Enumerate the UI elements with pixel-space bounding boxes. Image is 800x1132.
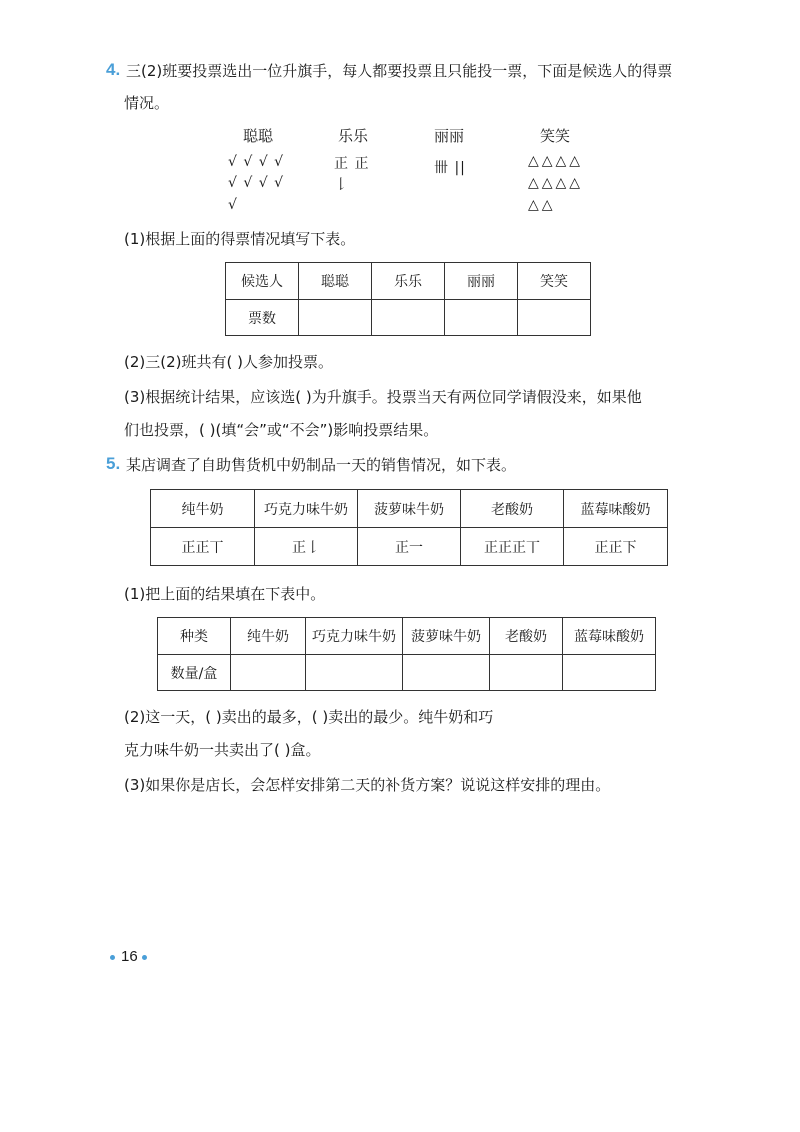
tally-zheng-row1: 正 正 — [334, 156, 370, 172]
question-4-sub1: (1)根据上面的得票情况填写下表。 — [124, 230, 356, 248]
vote-count-table — [225, 262, 591, 336]
answer-cell[interactable] — [490, 655, 563, 691]
quantity-table-row-label: 数量/盒 — [158, 655, 231, 691]
answer-cell[interactable] — [445, 300, 518, 336]
answer-cell[interactable] — [372, 300, 445, 336]
candidate-name-1: 聪聪 — [243, 127, 274, 145]
candidate-name-4: 笑笑 — [540, 127, 571, 145]
quantity-table-header: 菠萝味牛奶 — [403, 618, 490, 655]
answer-cell[interactable] — [299, 300, 372, 336]
tally-zheng-row2: 𠄌 — [334, 177, 349, 193]
tally-table-cell: 正一 — [358, 528, 461, 566]
tally-table-header: 纯牛奶 — [151, 490, 255, 528]
question-5-sub2-line1: (2)这一天，( )卖出的最多，( )卖出的最少。纯牛奶和巧 — [124, 708, 494, 726]
tally-table-header: 菠萝味牛奶 — [358, 490, 461, 528]
table-header-cell: 笑笑 — [518, 263, 591, 300]
page-number-right-dot — [142, 955, 147, 960]
question-5-sub3: (3)如果你是店长，会怎样安排第二天的补货方案？说说这样安排的理由。 — [124, 776, 611, 794]
tally-triangles-row2: △△△△ — [528, 175, 584, 191]
tally-table-cell: 正𠄌 — [255, 528, 358, 566]
table-header-cell: 聪聪 — [299, 263, 372, 300]
question-4-text-line1: 三(2)班要投票选出一位升旗手，每人都要投票且只能投一票，下面是候选人的得票 — [126, 62, 673, 80]
tally-table-cell: 正正正丅 — [461, 528, 564, 566]
page-number: 16 — [121, 948, 138, 965]
quantity-table-header: 种类 — [158, 618, 231, 655]
question-4-number: 4. — [106, 60, 121, 79]
answer-cell[interactable] — [403, 655, 490, 691]
tally-table-header: 老酸奶 — [461, 490, 564, 528]
quantity-table-header: 老酸奶 — [490, 618, 563, 655]
table-row-label: 票数 — [226, 300, 299, 336]
question-5-number: 5. — [106, 454, 121, 473]
tally-table-cell: 正正下 — [564, 528, 668, 566]
question-4-sub3-line2: 们也投票，( )(填“会”或“不会”)影响投票结果。 — [124, 421, 439, 439]
table-header-cell: 丽丽 — [445, 263, 518, 300]
quantity-table-header: 巧克力味牛奶 — [306, 618, 403, 655]
question-5-text: 某店调查了自助售货机中奶制品一天的销售情况，如下表。 — [126, 456, 517, 474]
answer-cell[interactable] — [563, 655, 656, 691]
table-header-cell: 候选人 — [226, 263, 299, 300]
question-5-sub1: (1)把上面的结果填在下表中。 — [124, 585, 326, 603]
tally-table-cell: 正正丅 — [151, 528, 255, 566]
tally-table-header: 巧克力味牛奶 — [255, 490, 358, 528]
quantity-table-header: 蓝莓味酸奶 — [563, 618, 656, 655]
answer-cell[interactable] — [306, 655, 403, 691]
tally-table — [150, 489, 668, 566]
question-4-sub2: (2)三(2)班共有( )人参加投票。 — [124, 353, 333, 371]
question-4-sub3-line1: (3)根据统计结果，应该选( )为升旗手。投票当天有两位同学请假没来，如果他 — [124, 388, 642, 406]
answer-cell[interactable] — [518, 300, 591, 336]
question-5-sub2-line2: 克力味牛奶一共卖出了( )盒。 — [124, 741, 321, 759]
tally-checks-row1: √ √ √ √ — [228, 154, 285, 170]
tally-table-header: 蓝莓味酸奶 — [564, 490, 668, 528]
quantity-table — [157, 617, 656, 691]
tally-checks-row2: √ √ √ √ — [228, 175, 285, 191]
tally-checks-row3: √ — [228, 197, 238, 213]
table-header-cell: 乐乐 — [372, 263, 445, 300]
tally-triangles-row1: △△△△ — [528, 153, 584, 169]
quantity-table-header: 纯牛奶 — [231, 618, 306, 655]
question-4-text-line2: 情况。 — [124, 94, 170, 112]
tally-hash-marks: 卌 || — [434, 160, 466, 176]
answer-cell[interactable] — [231, 655, 306, 691]
tally-triangles-row3: △△ — [528, 197, 556, 213]
candidate-name-3: 丽丽 — [434, 127, 465, 145]
page-number-left-dot — [110, 955, 115, 960]
candidate-name-2: 乐乐 — [338, 127, 369, 145]
